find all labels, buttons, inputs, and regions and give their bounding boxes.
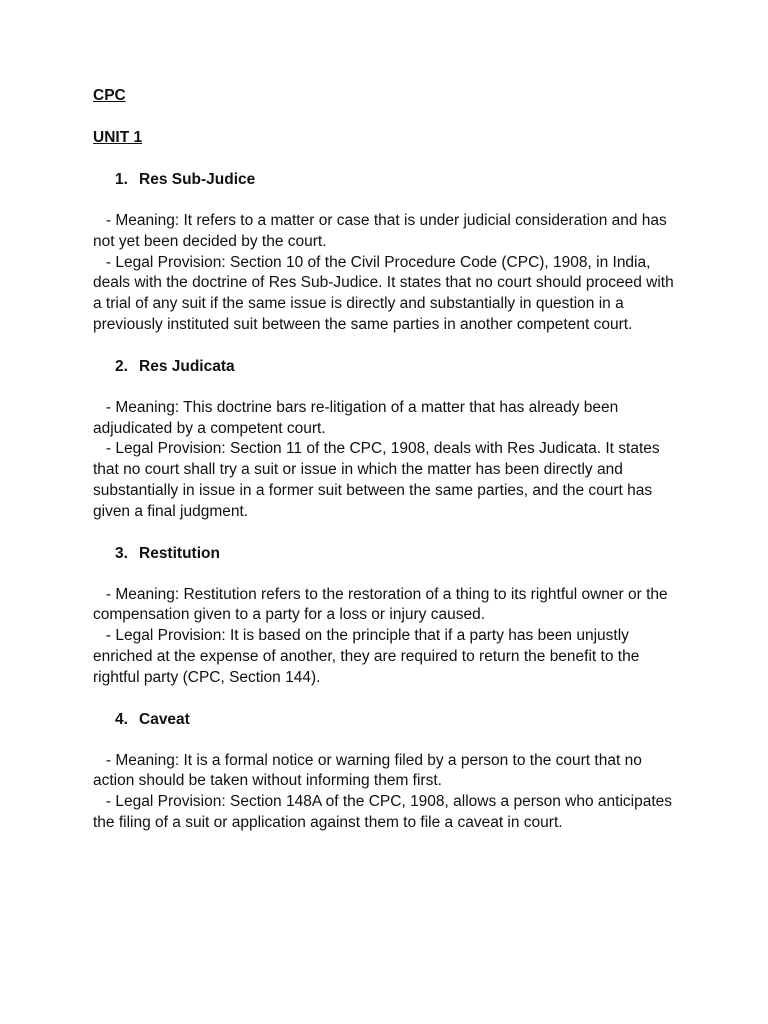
section-title — [93, 544, 683, 564]
section-restitution — [93, 544, 683, 689]
provision-text: - Legal Provision: Section 148A of the CPC, 1908, allows a person who anticipates the filing of a suit or application against them to file a caveat in court. — [93, 793, 673, 831]
section-title — [93, 170, 683, 190]
section-title-text: Restitution — [139, 544, 220, 562]
section-title-text: Res Sub-Judice — [139, 171, 256, 188]
provision-text: - Legal Provision: Section 11 of the CPC, 1908, deals with Res Judicata. It states that no court shall try a suit or issue in which the matter has been directly and substantially in issue in a former suit between the same parties, and the court has given a final judgment. — [93, 440, 660, 520]
meaning-text: - Meaning: Restitution refers to the restoration of a thing to its rightful owner or the compensation given to a party for a loss or injury caused. — [93, 585, 668, 624]
document-body — [93, 86, 683, 834]
section-caveat — [93, 710, 683, 834]
section-res-judicata — [93, 357, 683, 523]
meaning-paragraph — [93, 211, 683, 253]
provision-paragraph — [93, 439, 683, 522]
meaning-text: - Meaning: This doctrine bars re-litigation of a matter that has already been adjudicated by a competent court. — [93, 398, 619, 437]
unit-heading: UNIT 1 — [93, 129, 143, 146]
meaning-text: - Meaning: It is a formal notice or warning filed by a person to the court that no action should be taken without informing them first. — [93, 751, 642, 790]
section-title-text: Caveat — [139, 710, 190, 728]
section-title-text: Res Judicata — [139, 357, 235, 375]
provision-paragraph — [93, 253, 683, 336]
meaning-paragraph — [93, 398, 683, 440]
section-number: 4. — [115, 710, 128, 728]
section-number: 1. — [115, 171, 128, 188]
section-title — [93, 710, 683, 730]
section-title — [93, 357, 683, 377]
section-number: 3. — [115, 544, 128, 562]
provision-paragraph — [93, 792, 683, 834]
provision-text: - Legal Provision: Section 10 of the Civil Procedure Code (CPC), 1908, in India, deals with the doctrine of Res Sub-Judice. It states that no court should proceed with a trial of any suit if the same issue is directly and substantially in question in a previously instituted suit between the same parties in another competent court. — [93, 253, 674, 333]
meaning-paragraph — [93, 751, 683, 793]
document-title: CPC — [93, 87, 126, 104]
provision-text: - Legal Provision: It is based on the principle that if a party has been unjustly enriched at the expense of another, they are required to return the benefit to the rightful party (CPC, Section 144). — [93, 627, 640, 686]
section-res-sub-judice — [93, 170, 683, 336]
meaning-paragraph — [93, 585, 683, 627]
meaning-text: - Meaning: It refers to a matter or case that is under judicial consideration and has not yet been decided by the court. — [93, 212, 667, 250]
section-number: 2. — [115, 357, 128, 375]
provision-paragraph — [93, 626, 683, 688]
